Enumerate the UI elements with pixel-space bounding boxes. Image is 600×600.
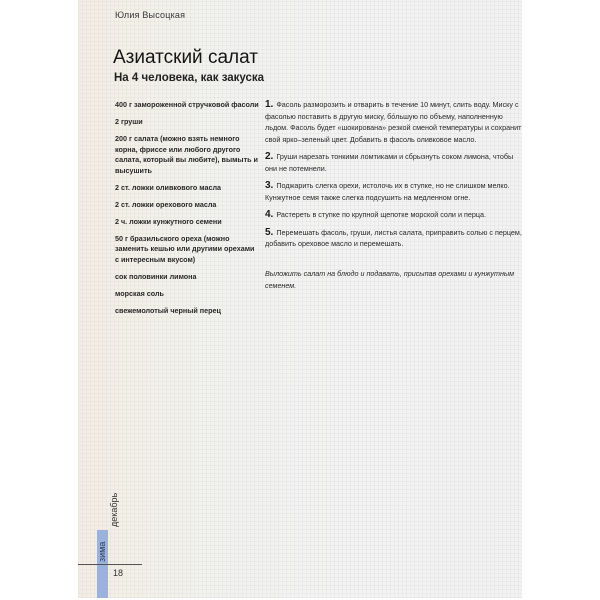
- ingredient-item: 2 ст. ложки орехового масла: [115, 199, 217, 209]
- step-text: Груши нарезать тонкими ломтиками и сбрызнуть соком лимона, чтобы они не потемнели.: [265, 152, 514, 173]
- serving-note: Выложить салат на блюдо и подавать, присыпав орехами и кунжутным семенем.: [265, 269, 515, 290]
- ingredient-item: морская соль: [115, 288, 164, 298]
- page-number: 18: [113, 568, 124, 578]
- ingredient-item: 2 ч. ложки кунжутного семени: [115, 216, 222, 226]
- step-text: Поджарить слегка орехи, истолочь их в ступке, но не слишком мелко. Кунжутное семя также слегка подсушить на медленном огне.: [265, 181, 510, 202]
- book-page: [78, 0, 522, 598]
- author-name: Юлия Высоцкая: [115, 10, 186, 20]
- step-number: 4.: [265, 209, 274, 220]
- step-number: 3.: [265, 180, 274, 191]
- step-text: Перемешать фасоль, груши, листья салата, приправить солью с перцем, добавить ореховое масло и перемешать.: [265, 227, 522, 248]
- step-text: Фасоль разморозить и отварить в течение 10 минут, слить воду. Миску с фасолью поставить в другую миску, бо́льшую по объему, наполненную льдом. Фасоль будет «шокирована» резкой сменой температуры и сохранит свой ярко–зеленый цвет. Добавить в фасоль оливковое масло.: [265, 100, 522, 144]
- ingredient-item: 200 г салата (можно взять немного корна, фриссе или любого другого салата, который вы любите), вымыть и высушить: [115, 134, 258, 175]
- recipe-title: Азиатский салат: [113, 47, 258, 68]
- step-item: [265, 227, 527, 250]
- ingredient-item: свежемолотый черный перец: [115, 305, 221, 315]
- step-number: 5.: [265, 226, 274, 238]
- ingredient-item: 400 г замороженной стручковой фасоли: [115, 100, 259, 109]
- recipe-subtitle: На 4 человека, как закуска: [114, 72, 265, 84]
- steps-list: [265, 99, 527, 256]
- step-item: [265, 99, 527, 145]
- ingredient-item: 2 ст. ложки оливкового масла: [115, 182, 222, 192]
- step-item: [265, 180, 527, 203]
- step-item: [265, 209, 527, 221]
- step-text: Растереть в ступке по крупной щепотке морской соли и перца.: [276, 210, 486, 219]
- ingredient-item: сок половинки лимона: [115, 271, 197, 281]
- season-label: зима: [97, 541, 107, 562]
- step-item: [265, 151, 527, 174]
- step-number: 2.: [265, 151, 274, 162]
- ingredient-item: 50 г бразильского ореха (можно заменить кешью или другими орехами с интересным вкусом): [115, 233, 255, 264]
- footer-divider: [78, 564, 142, 565]
- ingredients-list: [115, 100, 260, 323]
- step-number: 1.: [265, 99, 274, 110]
- month-label: декабрь: [109, 492, 119, 527]
- ingredient-item: 2 груши: [115, 117, 143, 126]
